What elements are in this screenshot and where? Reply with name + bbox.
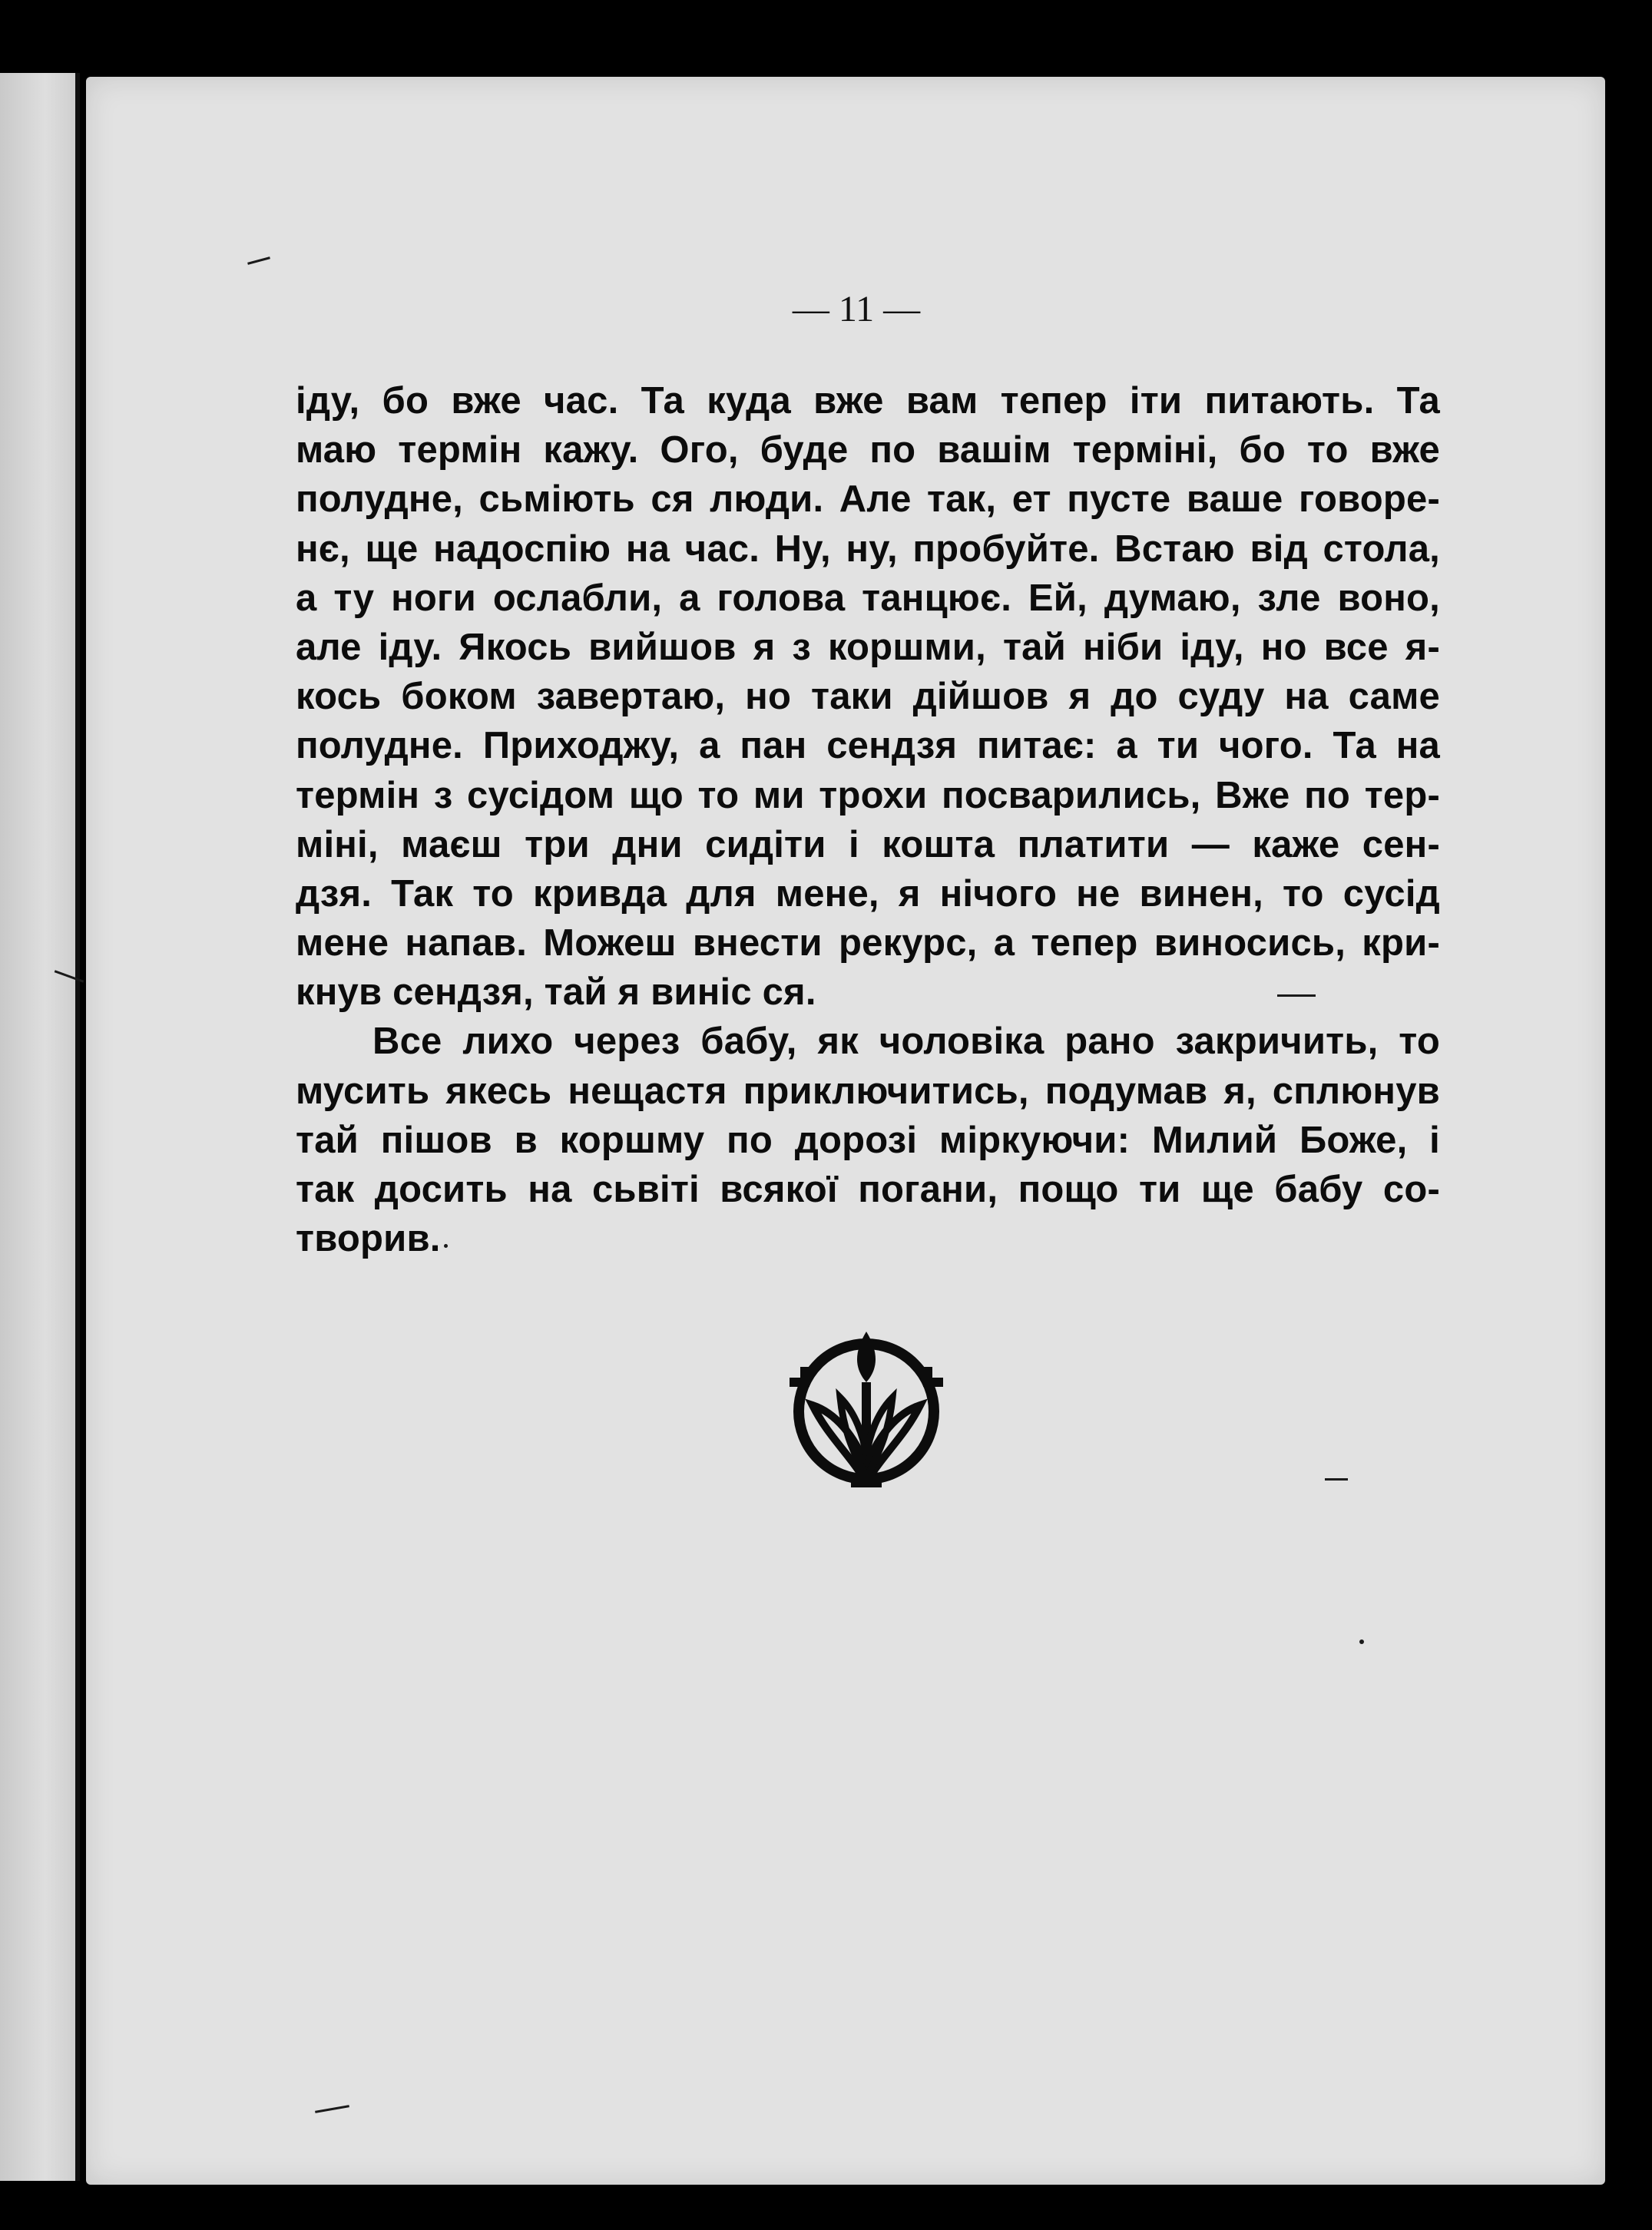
- scan-speck: [1277, 994, 1316, 997]
- page-number: — 11 —: [792, 289, 921, 329]
- text-line: полудне, сьміють ся люди. Але так, ет пусте ваше говоре-: [296, 478, 1440, 521]
- text-line: іду, бо вже час. Та куда вже вам тепер іти питають. Та: [296, 380, 1440, 422]
- text-line: полудне. Приходжу, а пан сендзя питає: а ти чого. Та на: [296, 725, 1440, 767]
- previous-page-edge: [0, 73, 80, 2181]
- scan-speck: [1359, 1639, 1364, 1644]
- text-line: маю термін кажу. Ого, буде по вашім терміні, бо то вже: [296, 429, 1440, 471]
- text-line: міні, маєш три дни сидіти і кошта платити — каже сен-: [296, 823, 1440, 865]
- scan-speck: [444, 1244, 448, 1248]
- text-line: а ту ноги ослабли, а голова танцює. Ей, думаю, зле воно,: [296, 577, 1440, 619]
- text-line: мусить якесь нещастя приключитись, подумав я, сплюнув: [296, 1070, 1440, 1112]
- text-line: кнув сендзя, тай я виніс ся.: [296, 971, 816, 1014]
- scan-speck: [1325, 1478, 1348, 1481]
- text-line: Все лихо через бабу, як чоловіка рано закричить, то: [372, 1021, 1440, 1063]
- paragraph-1: [296, 376, 1440, 1017]
- text-line: дзя. Так то кривда для мене, я нічого не винен, то сусід: [296, 872, 1440, 915]
- text-line: термін з сусідом що то ми трохи посварились, Вже по тер-: [296, 774, 1440, 816]
- paragraph-2: [296, 1017, 1440, 1263]
- text-line: мене напав. Можеш внести рекурс, а тепер виносись, кри-: [296, 922, 1440, 964]
- text-line: так досить на сьвіті всякої погани, пощо ти ще бабу со-: [296, 1169, 1440, 1210]
- text-line: тай пішов в коршму по дорозі міркуючи: Милий Боже, і: [296, 1119, 1440, 1161]
- text-line: нє, ще надоспію на час. Ну, ну, пробуйте. Встаю від стола,: [296, 528, 1440, 570]
- floral-emblem-icon: [774, 1321, 958, 1505]
- body-text: [296, 376, 1440, 1263]
- text-line: але іду. Якось вийшов я з коршми, тай ніби іду, но все я-: [296, 626, 1440, 668]
- text-line: кось боком завертаю, но таки дійшов я до суду на саме: [296, 676, 1440, 718]
- text-line: творив.: [296, 1218, 441, 1260]
